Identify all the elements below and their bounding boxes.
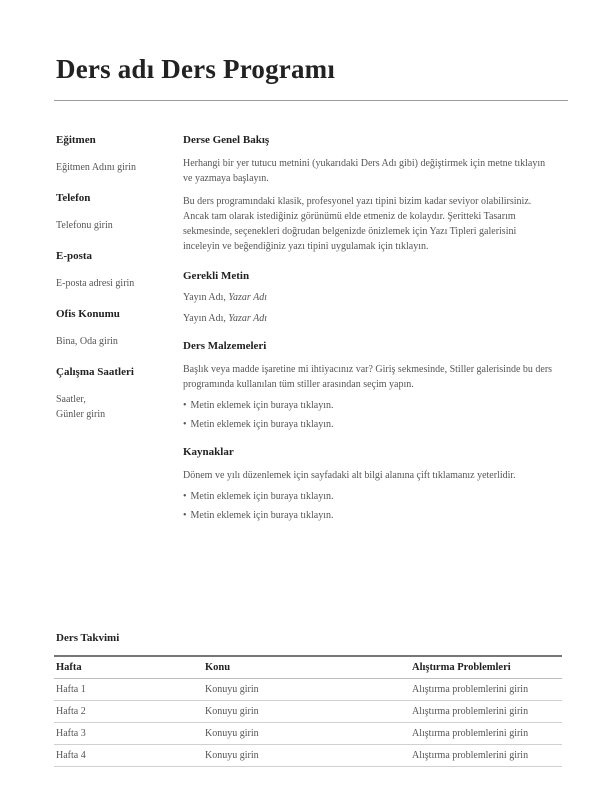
- contact-sidebar: [56, 134, 168, 422]
- topic-cell[interactable]: Konuyu girin: [203, 723, 410, 745]
- publisher-name: Yayın Adı,: [183, 313, 226, 324]
- header-topic: Konu: [203, 656, 410, 679]
- header-exercises: Alıştırma Problemleri: [410, 656, 562, 679]
- title-divider: [54, 100, 568, 101]
- schedule-table: [54, 655, 562, 767]
- instructor-value[interactable]: Eğitmen Adını girin: [56, 162, 136, 173]
- resources-heading: Kaynaklar: [183, 446, 234, 458]
- resources-list: [183, 491, 553, 521]
- overview-paragraph-1[interactable]: Herhangi bir yer tutucu metnini (yukarıdaki Ders Adı gibi) değiştirmek için metne tıklayın ve yazmaya başlayın.: [183, 158, 546, 184]
- publisher-name: Yayın Adı,: [183, 292, 226, 303]
- resources-paragraph[interactable]: Dönem ve yılı düzenlemek için sayfadaki alt bilgi alanına çift tıklamanız yeterlidir.: [183, 470, 516, 481]
- schedule-title: Ders Takvimi: [56, 632, 120, 644]
- topic-cell[interactable]: Konuyu girin: [203, 745, 410, 767]
- instructor-block: [56, 134, 168, 175]
- email-heading: E-posta: [56, 250, 93, 262]
- topic-cell[interactable]: Konuyu girin: [203, 701, 410, 723]
- list-item[interactable]: • Metin eklemek için buraya tıklayın.: [183, 491, 553, 502]
- header-week: Hafta: [54, 656, 203, 679]
- required-text-item[interactable]: [183, 313, 553, 324]
- hours-heading: Çalışma Saatleri: [56, 366, 134, 378]
- required-text-item[interactable]: [183, 292, 553, 303]
- hours-value[interactable]: [56, 392, 168, 422]
- overview-heading: Derse Genel Bakış: [183, 134, 270, 146]
- week-cell[interactable]: Hafta 2: [54, 701, 203, 723]
- table-row: [54, 701, 562, 723]
- page-title[interactable]: Ders adı Ders Programı: [56, 54, 336, 84]
- exercises-cell[interactable]: Alıştırma problemlerini girin: [410, 723, 562, 745]
- materials-heading: Ders Malzemeleri: [183, 340, 267, 352]
- phone-value[interactable]: Telefonu girin: [56, 220, 113, 231]
- materials-paragraph[interactable]: Başlık veya madde işaretine mi ihtiyacınız var? Giriş sekmesinde, Stiller galerisinde bu ders programında kullanılan tüm stiller arasından seçim yapın.: [183, 364, 553, 390]
- table-row: [54, 679, 562, 701]
- week-cell[interactable]: Hafta 1: [54, 679, 203, 701]
- materials-list: [183, 400, 553, 430]
- required-text-heading: Gerekli Metin: [183, 270, 250, 282]
- email-value[interactable]: E-posta adresi girin: [56, 278, 135, 289]
- exercises-cell[interactable]: Alıştırma problemlerini girin: [410, 679, 562, 701]
- author-name: Yazar Adı: [228, 292, 268, 303]
- table-row: [54, 723, 562, 745]
- office-heading: Ofis Konumu: [56, 308, 120, 320]
- main-content: [183, 134, 553, 529]
- list-item[interactable]: • Metin eklemek için buraya tıklayın.: [183, 419, 553, 430]
- phone-heading: Telefon: [56, 192, 91, 204]
- exercises-cell[interactable]: Alıştırma problemlerini girin: [410, 701, 562, 723]
- office-block: [56, 308, 168, 349]
- email-block: [56, 250, 168, 291]
- list-item[interactable]: • Metin eklemek için buraya tıklayın.: [183, 510, 553, 521]
- list-item[interactable]: • Metin eklemek için buraya tıklayın.: [183, 400, 553, 411]
- instructor-heading: Eğitmen: [56, 134, 96, 146]
- overview-paragraph-2[interactable]: Bu ders programındaki klasik, profesyonel yazı tipini bizim kadar seviyor olabilirsiniz. Ancak tam olarak istediğiniz görünümü elde etmeniz de kolaydır. Şeritteki Tasarım sekmesinde, seçenekleri doğrudan belgenizde önizlemek için Yazı Tipleri galerisini inceleyin ve beğendiğiniz yazı tipini uygulamak için tıklayın.: [183, 196, 532, 252]
- week-cell[interactable]: Hafta 3: [54, 723, 203, 745]
- hours-value-line1: Saatler,: [56, 394, 86, 405]
- week-cell[interactable]: Hafta 4: [54, 745, 203, 767]
- hours-block: [56, 366, 168, 422]
- topic-cell[interactable]: Konuyu girin: [203, 679, 410, 701]
- exercises-cell[interactable]: Alıştırma problemlerini girin: [410, 745, 562, 767]
- author-name: Yazar Adı: [228, 313, 268, 324]
- office-value[interactable]: Bina, Oda girin: [56, 336, 118, 347]
- table-row: [54, 745, 562, 767]
- hours-value-line2: Günler girin: [56, 409, 106, 420]
- phone-block: [56, 192, 168, 233]
- table-header-row: [54, 656, 562, 679]
